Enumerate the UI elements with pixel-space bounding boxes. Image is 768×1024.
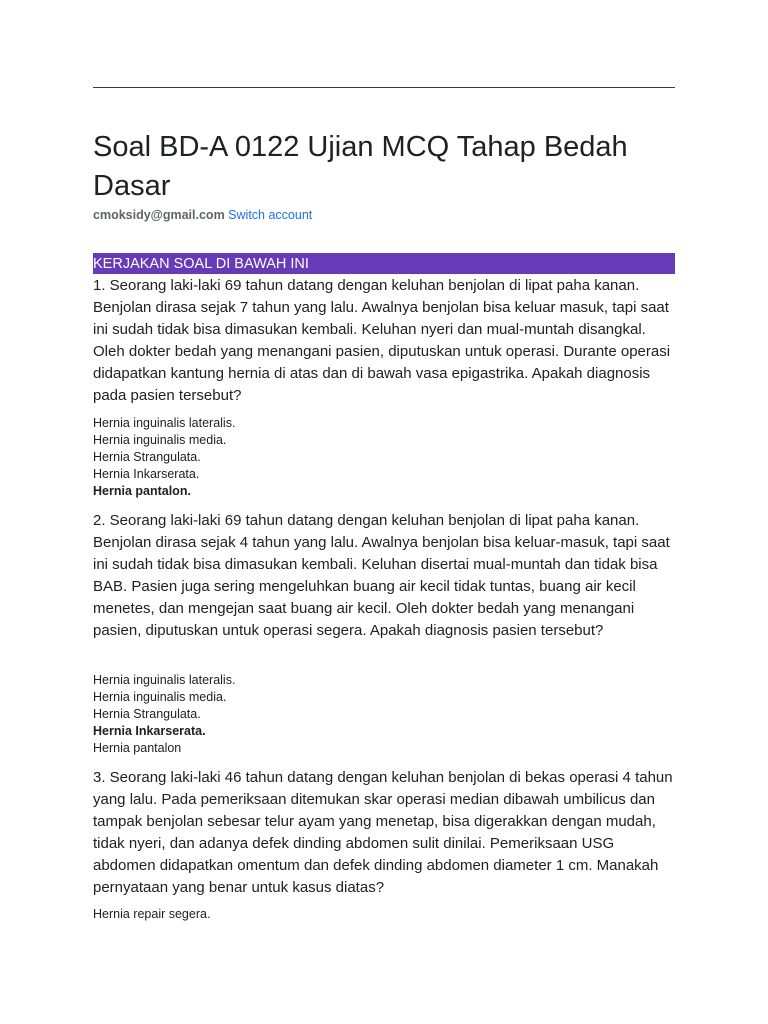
question-1-option: Hernia inguinalis media. [93,433,227,447]
question-2-option: Hernia Strangulata. [93,707,201,721]
form-title: Soal BD-A 0122 Ujian MCQ Tahap Bedah Dasar [93,131,628,202]
question-1-options [93,415,675,500]
question-1-option: Hernia Strangulata. [93,450,201,464]
question-1-option: Hernia inguinalis lateralis. [93,416,236,430]
question-2-option: Hernia Inkarserata. [93,724,206,738]
question-2-option: Hernia pantalon [93,741,182,755]
section-header: KERJAKAN SOAL DI BAWAH INI [93,253,675,274]
question-1-option: Hernia Inkarserata. [93,467,200,481]
top-divider [93,87,675,88]
question-2-text: 2. Seorang laki-laki 69 tahun datang dengan keluhan benjolan di lipat paha kanan. Benjolan dirasa sejak 4 tahun yang lalu. Awalnya benjolan bisa keluar-masuk, tapi saat ini sudah tidak bisa dimasukan kembali. Keluhan disertai mual-muntah dan tidak bisa BAB. Pasien juga sering mengeluhkan buang air kecil tidak tuntas, buang air kecil menetes, dan mengejan saat buang air kecil. Oleh dokter bedah yang menangani pasien, diputuskan untuk operasi segera. Apakah diagnosis pasien tersebut? [93,512,670,639]
account-line [93,207,312,223]
question-1-option: Hernia pantalon. [93,484,191,498]
question-3-text: 3. Seorang laki-laki 46 tahun datang dengan keluhan benjolan di bekas operasi 4 tahun yang lalu. Pada pemeriksaan ditemukan skar operasi median dibawah umbilicus dan tampak benjolan sebesar telur ayam yang menetap, bisa digerakkan dengan mudah, tidak nyeri, dan adanya defek dinding abdomen sulit dinilai. Pemeriksaan USG abdomen didapatkan omentum dan defek dinding abdomen diameter 1 cm. Manakah pernyataan yang benar untuk kasus diatas? [93,769,673,896]
switch-account-link[interactable]: Switch account [228,208,313,222]
question-2-option: Hernia inguinalis media. [93,690,227,704]
question-2-option: Hernia inguinalis lateralis. [93,673,236,687]
account-email: cmoksidy@gmail.com [93,208,225,222]
question-1-text: 1. Seorang laki-laki 69 tahun datang dengan keluhan benjolan di lipat paha kanan. Benjolan dirasa sejak 7 tahun yang lalu. Awalnya benjolan bisa keluar masuk, tapi saat ini sudah tidak bisa dimasukan kembali. Keluhan nyeri dan mual-muntah disangkal. Oleh dokter bedah yang menangani pasien, diputuskan untuk operasi. Durante operasi didapatkan kantung hernia di atas dan di bawah vasa epigastrika. Apakah diagnosis pada pasien tersebut? [93,277,671,404]
question-2-options [93,672,675,757]
question-3-option: Hernia repair segera. [93,907,211,921]
question-3-options [93,906,675,923]
